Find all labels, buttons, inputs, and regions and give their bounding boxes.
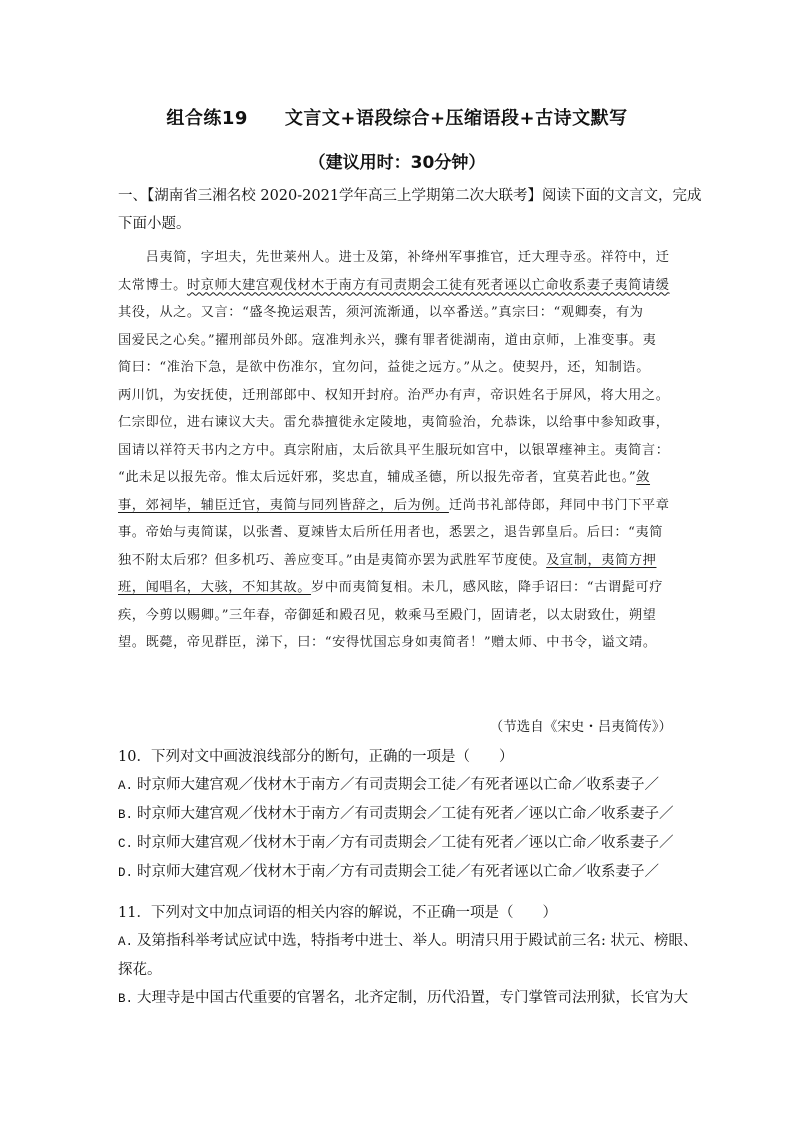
passage-line: 其役，从之。又言：“盛冬挽运艰苦，须河流渐通，以卒番送。”真宗曰：“观卿奏，有为 — [118, 305, 644, 320]
passage-line — [118, 492, 680, 520]
question-stem: 10．下列对文中画波浪线部分的断句，正确的一项是（ ） — [118, 749, 514, 765]
passage-text: 迁尚书礼部侍郎，拜同中书门下平章 — [448, 497, 670, 513]
passage-line — [118, 464, 680, 492]
option-b — [118, 800, 683, 829]
option-text: 大理寺是中国古代重要的官署名，北齐定制，历代沿置，专门掌管司法刑狱，长官为大 — [137, 990, 689, 1006]
section-intro — [118, 182, 702, 238]
passage-text: 太常博士。 — [118, 277, 187, 293]
option-a-continued: 探花。 — [118, 962, 162, 978]
option-key: A. — [118, 935, 134, 949]
option-b — [118, 984, 689, 1013]
passage-text: “此未足以报先帝。惟太后远奸邪，奖忠直，辅成圣德，所以报先帝者，宜莫若此也。” — [118, 470, 637, 485]
option-c — [118, 829, 683, 858]
passage-line: 仁宗即位，进右谏议大夫。雷允恭擅徙永定陵地，夷简验治，允恭诛，以给事中参知政事， — [118, 415, 670, 430]
option-key: C. — [118, 837, 134, 851]
option-d — [118, 858, 683, 887]
option-key: D. — [118, 866, 134, 880]
passage-line: 事。帝始与夷简谋，以张耆、夏竦皆太后所任用者也，悉罢之，退告郭皇后。后曰：“夷简 — [118, 525, 664, 540]
option-a — [118, 927, 698, 956]
option-text: 时京师大建宫观／伐材木于南／方有司责期会／工徒有死者／诬以亡命／收系妻子／ — [137, 835, 674, 851]
question-10 — [118, 743, 683, 887]
page-title: 组合练19 文言文+语段综合+压缩语段+古诗文默写 — [166, 108, 628, 129]
passage-line: 望。既薨，帝见群臣，涕下，曰：“安得忧国忘身如夷简者！”赠太师、中书令，谥文靖。 — [118, 635, 657, 650]
option-text: 时京师大建宫观／伐材木于南／方有司责期会工徒／有死者诬以亡命／收系妻子／ — [137, 864, 660, 880]
option-key: B. — [118, 992, 134, 1006]
passage-text: 岁中而夷简复相。未几，感风眩，降手诏曰：“古谓髭可疗 — [311, 580, 664, 595]
option-key: B. — [118, 808, 134, 822]
passage-line — [118, 547, 680, 575]
classical-passage — [118, 244, 680, 657]
question-11 — [118, 899, 698, 1013]
passage-line — [118, 574, 680, 602]
passage-line: 国爱民之心矣。”擢刑部员外郎。寇准判永兴，骤有罪者徙湖南，道由京师，上准变事。夷 — [118, 332, 657, 348]
underlined-text: 班，闻唱名，大骇，不知其故。 — [118, 580, 312, 595]
option-text: 及第指科举考试应试中选，特指考中进士、举人。明清只用于殿试前三名: 状元、榜眼、 — [137, 933, 698, 949]
wavy-underlined-text: 时京师大建宫观伐材木于南方有司责期会工徒有死者诬以亡命收系妻子夷简请缓 — [186, 277, 670, 293]
passage-line: 简曰：“准治下急，是欲中伤准尔，宜勿问，益徙之远方。”从之。使契丹，还，知制诰。 — [118, 360, 651, 375]
question-stem: 11．下列对文中加点词语的相关内容的解说，不正确一项是（ ） — [118, 905, 557, 921]
option-text: 时京师大建宫观／伐材木于南方／有司责期会工徒／有死者诬以亡命／收系妻子／ — [137, 777, 660, 793]
passage-line: 国请以祥符天书内之方中。真宗附庙，太后欲具平生服玩如宫中，以银罩瘗神主。夷简言： — [118, 442, 670, 458]
underlined-text: 敛 — [636, 470, 651, 485]
passage-line — [118, 272, 680, 300]
underlined-text: 事，郊祠毕，辅臣迁官，夷简与同列皆辞之，后为例。 — [118, 497, 449, 513]
suggested-time: （建议用时：30分钟） — [308, 153, 486, 173]
passage-line: 疾，今剪以赐卿。”三年春，帝御延和殿召见，敕乘马至殿门，固请老，以太尉致仕，朔望 — [118, 607, 657, 623]
option-a — [118, 771, 683, 800]
intro-line-2: 下面小题。 — [118, 216, 191, 232]
intro-line-1: 一、【湖南省三湘名校 2020-2021学年高三上学期第二次大联考】阅读下面的文言文，完成 — [118, 188, 702, 204]
option-text: 时京师大建宫观／伐材木于南方／有司责期会／工徒有死者／诬以亡命／收系妻子／ — [137, 806, 674, 822]
passage-line: 两川饥，为安抚使，迁刑部郎中、权知开封府。治严办有声，帝识姓名于屏风，将大用之。 — [118, 387, 670, 403]
underlined-text: 及宣制，夷简方押 — [546, 552, 657, 568]
passage-text: 独不附太后邪？但多机巧、善应变耳。”由是夷简亦罢为武胜军节度使。 — [118, 552, 547, 568]
passage-source: （节选自《宋史・吕夷简传》） — [489, 719, 672, 735]
option-key: A. — [118, 779, 134, 793]
passage-line: 吕夷简，字坦夫，先世莱州人。进士及第，补绛州军事推官，迁大理寺丞。祥符中，迁 — [118, 250, 670, 265]
